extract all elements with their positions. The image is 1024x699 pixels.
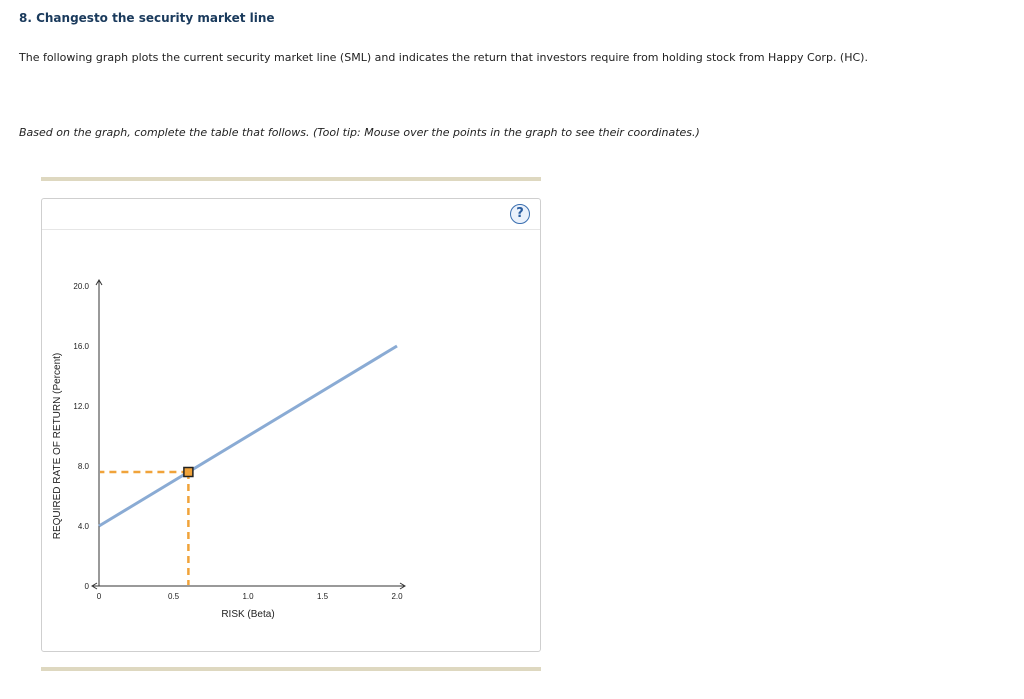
- y-tick-label: 0: [84, 582, 89, 591]
- bottom-divider: [41, 667, 541, 671]
- question-text: The following graph plots the current security market line (SML) and indicates the return that investors require from holding stock from Happy Corp. (HC).: [19, 51, 868, 64]
- x-tick-label: 2.0: [391, 592, 403, 601]
- x-axis-title: RISK (Beta): [221, 609, 275, 620]
- hc-point-marker[interactable]: [184, 468, 193, 477]
- x-tick-label: 0.5: [167, 592, 180, 601]
- y-tick-label: 8.0: [77, 462, 89, 471]
- question-instruction: Based on the graph, complete the table that follows. (Tool tip: Mouse over the points in the graph to see their coordinates.): [19, 126, 700, 139]
- x-tick-label: 1.0: [242, 592, 254, 601]
- y-axis-title: REQUIRED RATE OF RETURN (Percent): [52, 352, 63, 540]
- sml-line: [99, 346, 397, 526]
- x-tick-label: 0: [96, 592, 102, 601]
- y-tick-label: 20.0: [73, 282, 89, 291]
- question-title: 8. Changesto the security market line: [19, 11, 275, 25]
- y-tick-label: 16.0: [73, 342, 89, 351]
- graph-panel: [41, 198, 541, 652]
- top-divider: [41, 177, 541, 181]
- x-tick-label: 1.5: [316, 592, 329, 601]
- sml-chart: [42, 199, 540, 651]
- help-icon[interactable]: ?: [510, 204, 530, 224]
- y-tick-label: 12.0: [73, 402, 89, 411]
- y-tick-label: 4.0: [77, 522, 89, 531]
